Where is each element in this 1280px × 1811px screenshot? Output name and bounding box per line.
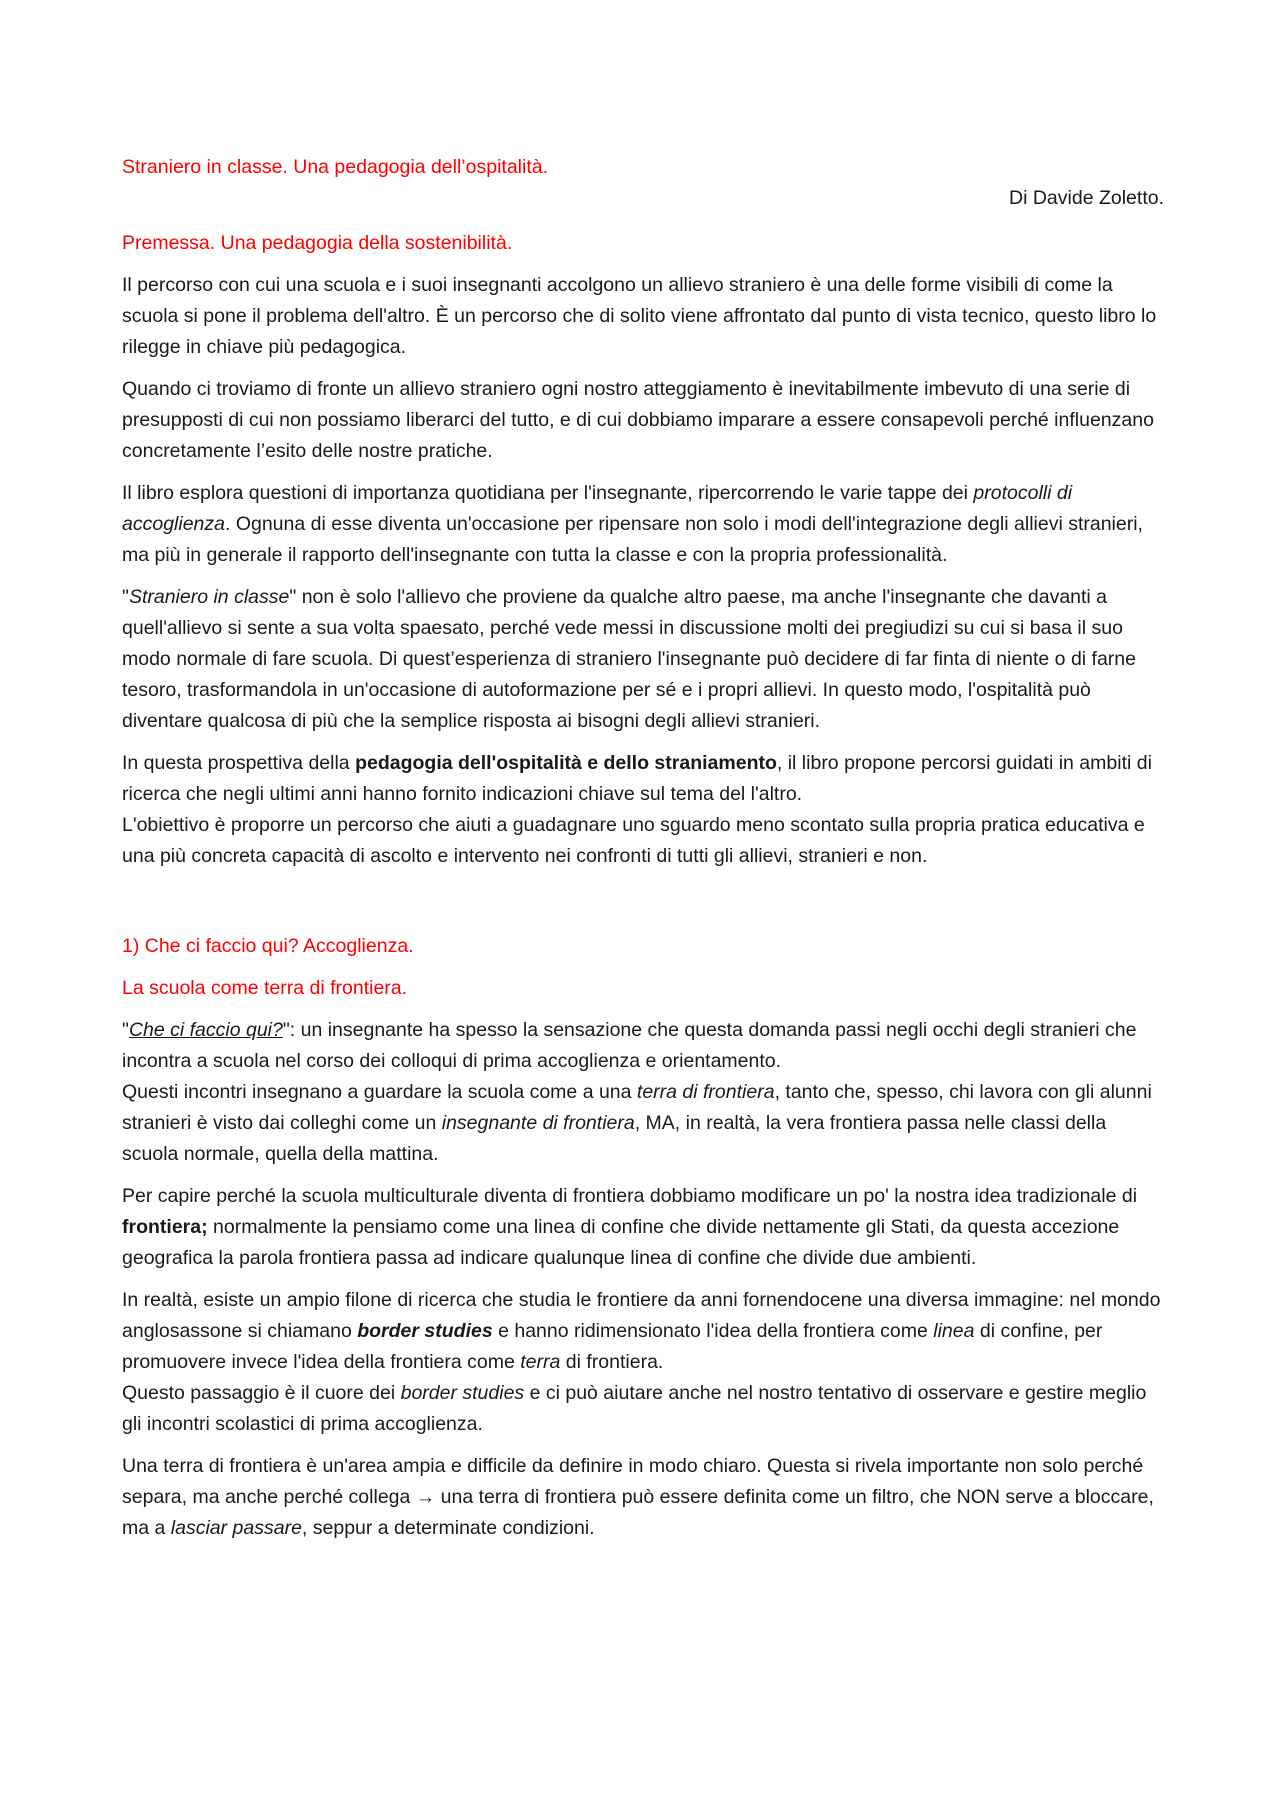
italic-run: insegnante di frontiera [441,1112,635,1134]
text-run: e ci può aiutare anche nel nostro tentativo di osservare e gestire meglio gli incontri scolastici di prima accoglienza. [122,1382,1147,1435]
underlined-italic-run: Che ci faccio qui? [128,1019,283,1041]
text-run: Questi incontri insegnano a guardare la scuola come a una [122,1081,637,1103]
premessa-paragraph-5 [122,748,1164,872]
text-run: In realtà, esiste un ampio filone di ricerca che studia le frontiere da anni fornendocene una diversa immagine: nel mondo anglosassone si chiamano [122,1289,1161,1342]
premessa-paragraph-4 [122,582,1164,737]
section-1-paragraph-3 [122,1285,1164,1440]
text-run: , tanto che, spesso, chi lavora con gli alunni stranieri è visto dai colleghi come un [122,1081,1152,1134]
text-run: Questo passaggio è il cuore dei [122,1382,401,1404]
text-run: normalmente la pensiamo come una linea di confine che divide nettamente gli Stati, da questa accezione geografica la parola frontiera passa ad indicare qualunque linea di confine che divide due ambienti. [122,1216,1120,1269]
premessa-paragraph-1: Il percorso con cui una scuola e i suoi insegnanti accolgono un allievo straniero è una delle forme visibili di come la scuola si pone il problema dell'altro. È un percorso che di solito viene affrontato dal punto di vista tecnico, questo libro lo rilegge in chiave più pedagogica. [122,274,1157,358]
text-run: ": un insegnante ha spesso la sensazione che questa domanda passi negli occhi degli stranieri che incontra a scuola nel corso dei colloqui di prima accoglienza e orientamento. [122,1019,1137,1072]
text-run: di frontiera. [560,1351,664,1373]
section-spacer [122,883,1164,931]
premessa-heading: Premessa. Una pedagogia della sostenibilità. [122,232,513,254]
premessa-paragraph-2: Quando ci troviamo di fronte un allievo straniero ogni nostro atteggiamento è inevitabilmente imbevuto di una serie di presupposti di cui non possiamo liberarci del tutto, e di cui dobbiamo imparare a essere consapevoli perché influenzano concretamente l’esito delle nostre pratiche. [122,378,1154,462]
text-run: , il libro propone percorsi guidati in ambiti di ricerca che negli ultimi anni hanno fornito indicazioni chiave sul tema del l'altro. [122,752,1152,805]
text-run: , MA, in realtà, la vera frontiera passa nelle classi della scuola normale, quella della mattina. [122,1112,1107,1165]
italic-run: terra di frontiera [636,1081,775,1103]
text-run: Il libro esplora questioni di importanza quotidiana per l'insegnante, ripercorrendo le varie tappe dei [122,482,974,504]
text-run: " [122,586,129,608]
bold-run: pedagogia dell'ospitalità e dello straniamento [355,752,777,774]
italic-run: linea [933,1320,975,1342]
document-author: Di Davide Zoletto. [1009,187,1164,209]
text-run: Per capire perché la scuola multiculturale diventa di frontiera dobbiamo modificare un po' la nostra idea tradizionale di [122,1185,1138,1207]
italic-run: lasciar passare [170,1517,302,1539]
text-run: e hanno ridimensionato l'idea della frontiera come [492,1320,934,1342]
text-run: L'obiettivo è proporre un percorso che aiuti a guadagnare uno sguardo meno scontato sulla propria pratica educativa e una più concreta capacità di ascolto e intervento nei confronti di tutti gli allievi, stranieri e non. [122,814,1145,867]
text-run: . Ognuna di esse diventa un'occasione per ripensare non solo i modi dell'integrazione degli allievi stranieri, ma più in generale il rapporto dell'insegnante con tutta la classe e con la propria professionalità. [122,513,1143,566]
section-1-paragraph-1 [122,1015,1164,1170]
text-run: Una terra di frontiera è un'area ampia e difficile da definire in modo chiaro. Questa si rivela importante non solo perché separa, ma anche perché collega → una terra di frontiera può essere definita come un filtro, che NON serve a bloccare, ma a [122,1455,1154,1539]
text-run: , seppur a determinate condizioni. [301,1517,595,1539]
premessa-paragraph-3 [122,478,1164,571]
section-1-paragraph-4 [122,1451,1164,1544]
bold-run: frontiera; [122,1216,208,1238]
section-1-subheading: La scuola come terra di frontiera. [122,977,408,999]
text-run: " non è solo l'allievo che proviene da qualche altro paese, ma anche l'insegnante che davanti a quell'allievo si sente a sua volta spaesato, perché vede messi in discussione molti dei pregiudizi su cui si basa il suo modo normale di fare scuola. Di quest’esperienza di straniero l'insegnante può decidere di far finta di niente o di farne tesoro, trasformandola in un'occasione di autoformazione per sé e i propri allievi. In questo modo, l'ospitalità può diventare qualcosa di più che la semplice risposta ai bisogni degli allievi stranieri. [122,586,1136,732]
section-1-heading: 1) Che ci faccio qui? Accoglienza. [122,935,414,957]
text-run: di confine, per promuovere invece l'idea della frontiera come [122,1320,1103,1373]
text-run: " [122,1019,129,1041]
italic-run: Straniero in classe [128,586,290,608]
section-1-paragraph-2 [122,1181,1164,1274]
text-run: In questa prospettiva della [122,752,356,774]
bold-italic-run: border studies [357,1320,493,1342]
document-title: Straniero in classe. Una pedagogia dell’ospitalità. [122,156,549,178]
italic-run: protocolli di accoglienza [122,482,1073,535]
italic-run: terra [520,1351,561,1373]
italic-run: border studies [400,1382,525,1404]
